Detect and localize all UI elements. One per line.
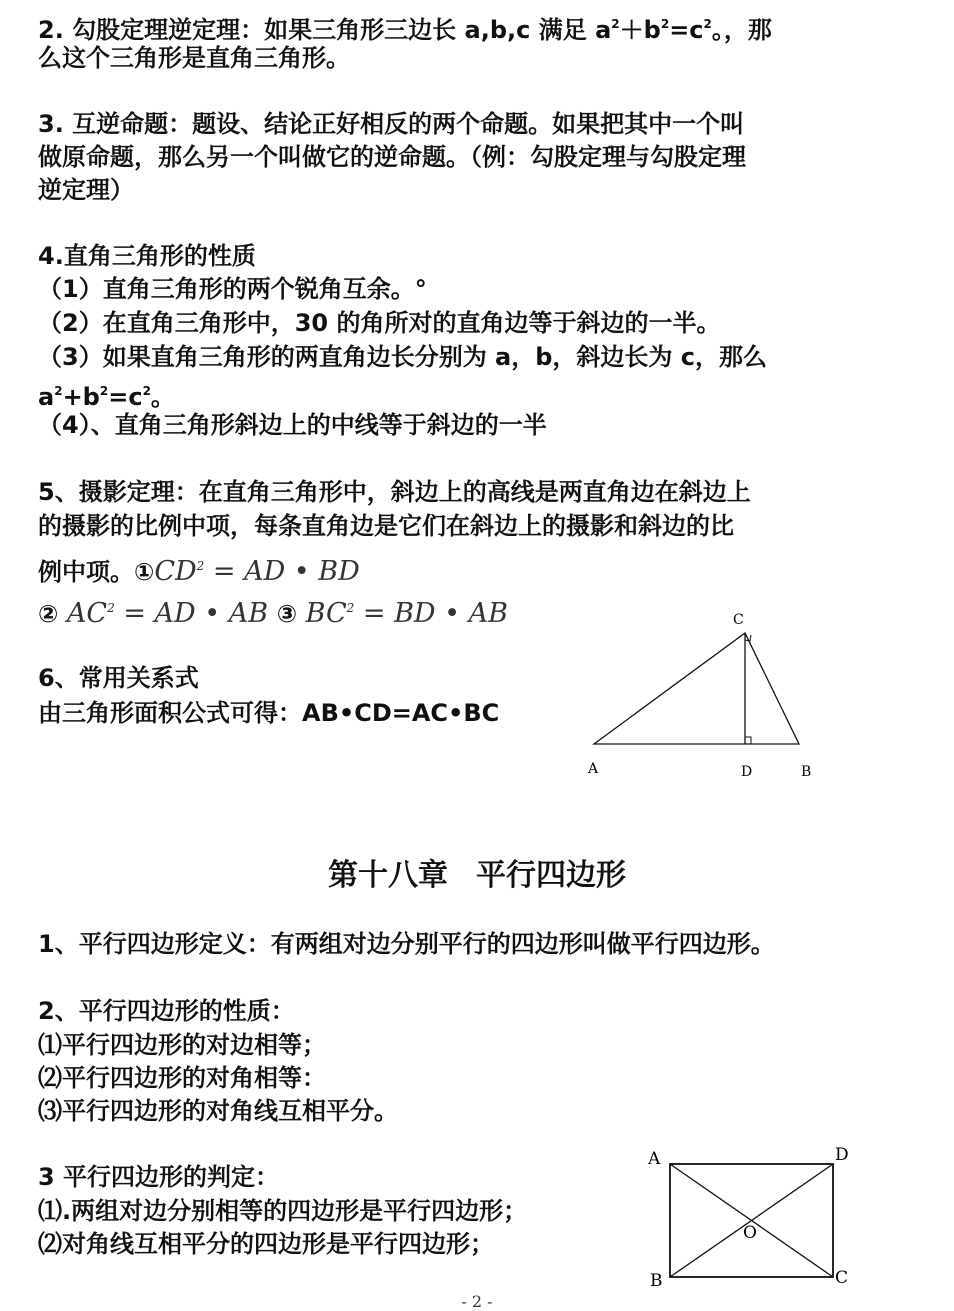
parallelogram-figure	[640, 1140, 860, 1290]
chapter-name: 平行四边形	[476, 858, 626, 893]
formula-number: ③	[276, 600, 298, 628]
text: =c	[108, 383, 143, 411]
label-d: D	[835, 1145, 849, 1165]
superscript: 2	[142, 384, 151, 398]
math-term: = AD • AB	[114, 598, 269, 629]
right-angle-mark-d	[745, 737, 751, 744]
text: a	[38, 383, 55, 411]
math-term: = BD • AB	[354, 598, 508, 629]
triangle-abc	[594, 633, 799, 744]
superscript: 2	[660, 17, 670, 31]
label-a: A	[648, 1149, 661, 1169]
theorem-converse-line1	[38, 8, 772, 46]
parallelogram-definition: 1、平行四边形定义：有两组对边分别平行的四边形叫做平行四边形。	[38, 930, 775, 958]
text: ＋b	[619, 16, 661, 44]
superscript: 2	[107, 601, 115, 615]
formula-2	[58, 598, 276, 629]
label-c: C	[835, 1268, 849, 1288]
superscript: 2	[346, 601, 355, 615]
superscript: 2	[54, 384, 63, 398]
chapter-title	[0, 850, 954, 894]
math-term: BC	[305, 598, 347, 629]
right-triangle-figure	[575, 600, 835, 785]
label-b: B	[801, 764, 812, 780]
projection-formulas-line	[38, 592, 508, 630]
parallelogram-criterion-1: ⑴.两组对边分别相等的四边形是平行四边形；	[38, 1197, 528, 1225]
parallelogram-props-heading: 2、平行四边形的性质：	[38, 997, 295, 1025]
right-triangle-prop-3: （3）如果直角三角形的两直角边长分别为 a，b，斜边长为 c，那么	[38, 343, 768, 371]
parallelogram-prop-2: ⑵平行四边形的对角相等：	[38, 1064, 326, 1092]
label-o: O	[743, 1223, 757, 1243]
math-term: AC	[66, 598, 108, 629]
right-triangle-prop-3-cont	[38, 375, 175, 413]
text: 。	[150, 383, 175, 411]
converse-prop-line1: 3. 互逆命题：题设、结论正好相反的两个命题。如果把其中一个叫	[38, 110, 745, 138]
math-term: CD	[154, 556, 197, 587]
formula-number: ②	[38, 600, 59, 628]
formula-3	[297, 598, 508, 629]
common-relations-heading: 6、常用关系式	[38, 664, 199, 692]
label-c: C	[733, 612, 744, 628]
chapter-number: 第十八章	[328, 858, 448, 893]
superscript: 2	[196, 559, 205, 573]
label-a: A	[588, 761, 599, 777]
math-term: = AD • BD	[204, 556, 360, 587]
text: 2. 勾股定理逆定理：如果三角形三边长 a,b,c 满足 a	[38, 16, 612, 44]
parallelogram-prop-1: ⑴平行四边形的对边相等；	[38, 1031, 326, 1059]
label-b: B	[650, 1271, 663, 1290]
converse-prop-line3: 逆定理）	[38, 176, 134, 204]
label-d: D	[741, 764, 753, 780]
projection-theorem-line3	[38, 550, 360, 588]
right-triangle-prop-2: （2）在直角三角形中，30 的角所对的直角边等于斜边的一半。	[38, 309, 721, 337]
projection-theorem-line2: 的摄影的比例中项，每条直角边是它们在斜边上的摄影和斜边的比	[38, 512, 734, 540]
right-triangle-props-heading: 4.直角三角形的性质	[38, 242, 256, 270]
right-triangle-prop-4: （4）、直角三角形斜边上的中线等于斜边的一半	[38, 411, 547, 439]
superscript: 2	[611, 17, 620, 31]
formula-1	[154, 556, 359, 587]
projection-theorem-line1: 5、摄影定理：在直角三角形中，斜边上的高线是两直角边在斜边上	[38, 478, 751, 506]
text: 例中项。	[38, 558, 134, 586]
superscript: 2	[703, 17, 712, 31]
text: 。，那	[711, 16, 772, 44]
theorem-converse-line2: 么这个三角形是直角三角形。	[38, 44, 350, 72]
area-relation-line: 由三角形面积公式可得：AB•CD=AC•BC	[38, 699, 500, 727]
converse-prop-line2: 做原命题，那么另一个叫做它的逆命题。（例：勾股定理与勾股定理	[38, 143, 746, 171]
superscript: 2	[99, 384, 109, 398]
text: +b	[62, 383, 100, 411]
formula-number: ①	[134, 558, 155, 586]
page-number: - 2 -	[461, 1292, 493, 1311]
text: =c	[669, 16, 704, 44]
parallelogram-prop-3: ⑶平行四边形的对角线互相平分。	[38, 1097, 398, 1125]
parallelogram-criterion-2: ⑵对角线互相平分的四边形是平行四边形；	[38, 1230, 494, 1258]
parallelogram-criteria-heading: 3 平行四边形的判定：	[38, 1163, 280, 1191]
right-triangle-prop-1: （1）直角三角形的两个锐角互余。°	[38, 275, 427, 303]
